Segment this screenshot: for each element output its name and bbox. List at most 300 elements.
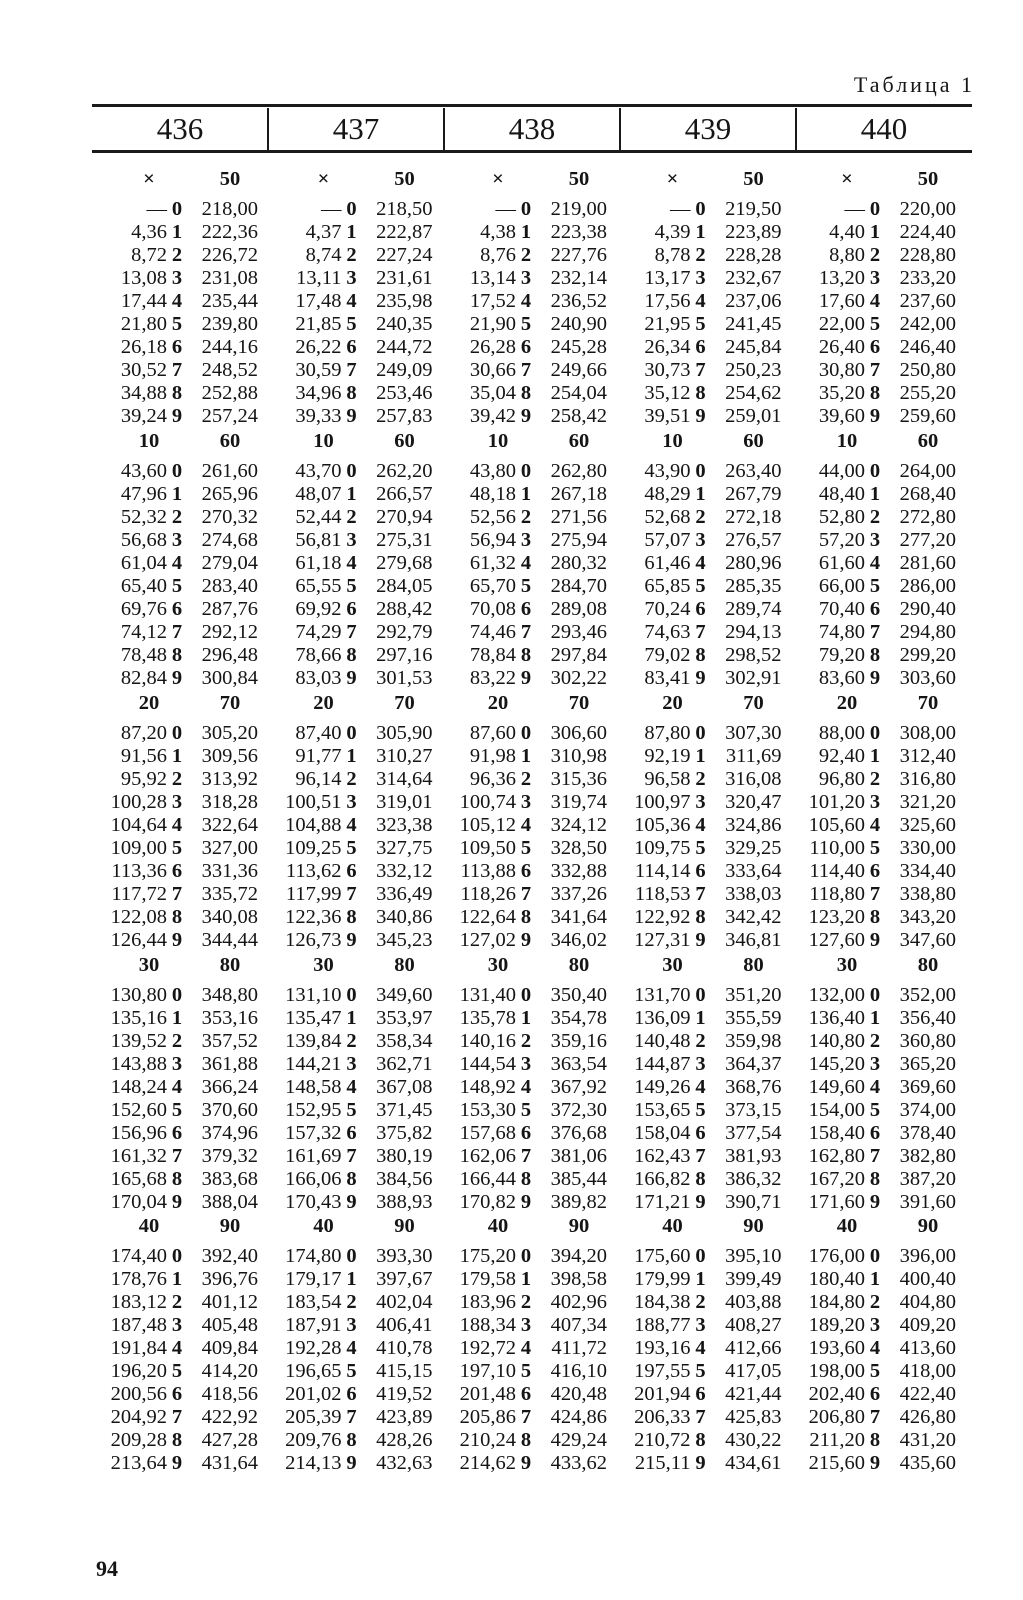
multiple-value: 179,99 xyxy=(634,1268,691,1291)
multiple-value: 145,20 xyxy=(808,1053,865,1076)
multiple-value: 202,40 xyxy=(808,1383,865,1406)
product-value: 284,70 xyxy=(550,575,607,598)
digit: 9 xyxy=(869,1191,881,1214)
digit: 1 xyxy=(171,745,183,768)
digit: 5 xyxy=(695,1360,706,1383)
product-value: 332,88 xyxy=(550,860,607,883)
multiple-value: 109,00 xyxy=(110,837,167,860)
multiple-value: 153,30 xyxy=(459,1099,516,1122)
multiple-value: — xyxy=(844,198,865,220)
digit: 6 xyxy=(171,1122,183,1145)
multiple-value: 201,48 xyxy=(459,1383,516,1406)
product-value: 284,05 xyxy=(376,575,433,598)
multiple-value: 188,34 xyxy=(459,1314,516,1337)
digit: 2 xyxy=(869,768,881,791)
multiple-value: 154,00 xyxy=(808,1099,865,1122)
product-value: 267,18 xyxy=(550,483,607,506)
multiple-value: 114,40 xyxy=(809,860,865,883)
multiple-value: 149,60 xyxy=(808,1076,865,1099)
product-value: 346,02 xyxy=(550,929,607,952)
product-value: 298,52 xyxy=(725,644,782,667)
multiple-value: 91,98 xyxy=(469,745,516,768)
digit: 6 xyxy=(346,1383,357,1406)
digit: 5 xyxy=(346,313,357,336)
digit: 5 xyxy=(520,1099,532,1122)
multiple-value: 34,96 xyxy=(295,382,342,405)
product-value: 359,98 xyxy=(725,1030,782,1053)
digit: 6 xyxy=(171,598,183,621)
digit: 1 xyxy=(520,745,532,768)
multiple-value: 171,21 xyxy=(634,1191,691,1214)
multiple-value: 34,88 xyxy=(120,382,167,405)
product-value: 364,37 xyxy=(725,1053,782,1076)
digit: 1 xyxy=(171,483,183,506)
page-number: 94 xyxy=(96,1556,118,1581)
multiple-value: 79,20 xyxy=(818,644,865,667)
product-value: 354,78 xyxy=(550,1007,607,1030)
digit: 7 xyxy=(346,359,357,382)
multiple-value: 8,78 xyxy=(654,244,691,267)
digit: 9 xyxy=(520,1452,532,1475)
digit: 3 xyxy=(695,1314,706,1337)
multiplier-header: × xyxy=(666,168,679,190)
product-value: 402,04 xyxy=(376,1291,433,1314)
digit: 8 xyxy=(171,1168,183,1191)
product-value: 255,20 xyxy=(899,382,956,405)
product-value: 431,20 xyxy=(899,1429,956,1452)
product-value: 249,09 xyxy=(376,359,433,382)
product-value: 327,75 xyxy=(376,837,433,860)
product-header: 50 xyxy=(394,168,415,190)
digit: 4 xyxy=(520,814,532,837)
digit: 2 xyxy=(869,1030,881,1053)
digit: 2 xyxy=(695,506,706,529)
product-value: 362,71 xyxy=(376,1053,433,1076)
product-value: 353,16 xyxy=(201,1007,258,1030)
product-value: 430,22 xyxy=(725,1429,782,1452)
multiple-value: 170,43 xyxy=(285,1191,342,1214)
digit: 7 xyxy=(695,359,706,382)
multiple-value: 83,22 xyxy=(469,667,516,690)
product-value: 300,84 xyxy=(201,667,258,690)
product-value: 232,67 xyxy=(725,267,782,290)
multiplier-header: 40 xyxy=(487,1215,509,1237)
product-value: 426,80 xyxy=(899,1406,956,1429)
multiple-value: 122,64 xyxy=(459,906,516,929)
digit: 1 xyxy=(869,1007,881,1030)
multiple-value: 4,39 xyxy=(654,221,691,244)
multiple-value: 74,12 xyxy=(120,621,167,644)
product-value: 319,74 xyxy=(550,791,607,814)
digit: 0 xyxy=(171,984,183,1006)
multiple-value: 52,32 xyxy=(120,506,167,529)
digit: 1 xyxy=(520,1268,532,1291)
digit: 5 xyxy=(346,1099,357,1122)
digit: 6 xyxy=(869,598,881,621)
multiple-value: 198,00 xyxy=(808,1360,865,1383)
product-header: 70 xyxy=(219,692,241,714)
multiple-value: 114,14 xyxy=(634,860,691,883)
multiple-value: 35,12 xyxy=(644,382,691,405)
multiple-value: 166,44 xyxy=(459,1168,516,1191)
multiple-value: 206,33 xyxy=(634,1406,691,1429)
product-value: 329,25 xyxy=(725,837,782,860)
digit: 5 xyxy=(171,837,183,860)
multiple-value: 83,03 xyxy=(295,667,342,690)
multiple-value: 171,60 xyxy=(808,1191,865,1214)
multiple-value: 83,41 xyxy=(644,667,691,690)
product-header: 60 xyxy=(917,430,939,452)
digit: 6 xyxy=(171,860,183,883)
product-value: 332,12 xyxy=(376,860,433,883)
product-header: 60 xyxy=(743,430,764,452)
product-value: 248,52 xyxy=(201,359,258,382)
multiple-value: 26,18 xyxy=(120,336,167,359)
digit: 9 xyxy=(869,1452,881,1475)
digit: 6 xyxy=(520,1122,532,1145)
product-value: 319,01 xyxy=(376,791,433,814)
digit: 9 xyxy=(520,667,532,690)
product-value: 253,46 xyxy=(376,382,433,405)
multiple-value: 95,92 xyxy=(120,768,167,791)
multiple-value: 82,84 xyxy=(120,667,167,690)
product-value: 245,84 xyxy=(725,336,782,359)
digit: 5 xyxy=(346,837,357,860)
multiple-value: 174,40 xyxy=(110,1245,167,1267)
product-value: 219,50 xyxy=(725,198,782,220)
digit: 8 xyxy=(346,906,357,929)
digit: 1 xyxy=(520,1007,532,1030)
product-header: 70 xyxy=(568,692,590,714)
multiple-value: 48,29 xyxy=(644,483,691,506)
product-value: 365,20 xyxy=(899,1053,956,1076)
column-separator xyxy=(619,108,621,150)
digit: 6 xyxy=(520,1383,532,1406)
multiple-value: 52,44 xyxy=(295,506,342,529)
multiple-value: 162,43 xyxy=(634,1145,691,1168)
product-value: 363,54 xyxy=(550,1053,607,1076)
digit: 0 xyxy=(869,198,881,220)
multiple-value: 192,72 xyxy=(459,1337,516,1360)
digit: 3 xyxy=(346,1314,357,1337)
multiple-value: 26,40 xyxy=(818,336,865,359)
product-value: 396,00 xyxy=(899,1245,956,1267)
digit: 5 xyxy=(869,575,881,598)
product-value: 412,66 xyxy=(725,1337,782,1360)
product-header: 90 xyxy=(219,1215,241,1237)
multiple-value: — xyxy=(321,198,342,220)
multiple-value: 136,40 xyxy=(808,1007,865,1030)
digit: 7 xyxy=(520,621,532,644)
multiple-value: 26,34 xyxy=(644,336,691,359)
multiple-value: 87,80 xyxy=(644,722,691,744)
multiple-value: 148,24 xyxy=(110,1076,167,1099)
product-value: 388,04 xyxy=(201,1191,258,1214)
multiple-value: 4,38 xyxy=(480,221,516,244)
product-value: 399,49 xyxy=(725,1268,782,1291)
multiple-value: 193,16 xyxy=(634,1337,691,1360)
digit: 4 xyxy=(869,1076,881,1099)
multiplier-header: × xyxy=(492,168,504,190)
multiple-value: 30,59 xyxy=(295,359,342,382)
product-value: 261,60 xyxy=(201,460,258,482)
digit: 2 xyxy=(520,768,532,791)
multiplier-header: 30 xyxy=(836,954,858,976)
product-value: 259,01 xyxy=(725,405,782,428)
multiple-value: 66,00 xyxy=(818,575,865,598)
product-value: 252,88 xyxy=(201,382,258,405)
multiple-value: 122,36 xyxy=(285,906,342,929)
digit: 5 xyxy=(869,837,881,860)
digit: 3 xyxy=(869,791,881,814)
digit: 4 xyxy=(520,552,532,575)
digit: 4 xyxy=(171,290,183,313)
digit: 3 xyxy=(869,1314,881,1337)
digit: 5 xyxy=(869,1360,881,1383)
multiple-value: 161,69 xyxy=(285,1145,342,1168)
digit: 0 xyxy=(171,1245,183,1267)
multiple-value: 144,21 xyxy=(285,1053,342,1076)
multiple-value: 183,96 xyxy=(459,1291,516,1314)
product-value: 233,20 xyxy=(899,267,956,290)
digit: 4 xyxy=(520,290,532,313)
multiple-value: 47,96 xyxy=(120,483,167,506)
multiple-value: 143,88 xyxy=(110,1053,167,1076)
product-value: 263,40 xyxy=(725,460,782,482)
product-header: 80 xyxy=(917,954,939,976)
digit: 8 xyxy=(171,644,183,667)
column-header-438: 438 xyxy=(508,111,556,146)
digit: 1 xyxy=(695,1007,706,1030)
product-value: 357,52 xyxy=(201,1030,258,1053)
multiple-value: 201,94 xyxy=(634,1383,691,1406)
product-value: 246,40 xyxy=(899,336,956,359)
digit: 8 xyxy=(520,1429,532,1452)
digit: 9 xyxy=(346,667,357,690)
product-value: 306,60 xyxy=(550,722,607,744)
column-header-440: 440 xyxy=(860,111,908,146)
digit: 6 xyxy=(869,1122,881,1145)
multiple-value: 17,60 xyxy=(818,290,865,313)
digit: 8 xyxy=(346,1168,357,1191)
product-value: 388,93 xyxy=(376,1191,433,1214)
digit: 7 xyxy=(695,883,706,906)
digit: 0 xyxy=(695,460,706,482)
digit: 2 xyxy=(695,1291,706,1314)
digit: 7 xyxy=(520,883,532,906)
product-value: 356,40 xyxy=(899,1007,956,1030)
digit: 8 xyxy=(346,644,357,667)
digit: 8 xyxy=(869,644,881,667)
digit: 9 xyxy=(695,1191,706,1214)
digit: 0 xyxy=(520,722,532,744)
multiple-value: 92,19 xyxy=(644,745,691,768)
multiple-value: 79,02 xyxy=(644,644,691,667)
product-header: 90 xyxy=(917,1215,939,1237)
multiple-value: 43,80 xyxy=(469,460,516,482)
multiple-value: 197,55 xyxy=(634,1360,691,1383)
product-header: 90 xyxy=(743,1215,764,1237)
digit: 4 xyxy=(346,814,357,837)
product-value: 361,88 xyxy=(201,1053,258,1076)
multiple-value: 196,65 xyxy=(285,1360,342,1383)
digit: 0 xyxy=(346,198,357,220)
multiple-value: 56,94 xyxy=(469,529,516,552)
digit: 0 xyxy=(695,1245,706,1267)
digit: 1 xyxy=(171,221,183,244)
multiple-value: 65,40 xyxy=(120,575,167,598)
product-value: 415,15 xyxy=(376,1360,433,1383)
multiple-value: 140,48 xyxy=(634,1030,691,1053)
product-value: 334,40 xyxy=(899,860,956,883)
digit: 3 xyxy=(520,1053,532,1076)
product-value: 381,93 xyxy=(725,1145,782,1168)
multiple-value: 170,82 xyxy=(459,1191,516,1214)
digit: 3 xyxy=(869,1053,881,1076)
multiplier-header: 40 xyxy=(836,1215,858,1237)
digit: 7 xyxy=(171,1406,183,1429)
product-value: 422,40 xyxy=(899,1383,956,1406)
digit: 7 xyxy=(695,1406,706,1429)
digit: 0 xyxy=(520,984,532,1006)
digit: 5 xyxy=(695,837,706,860)
digit: 2 xyxy=(346,244,357,267)
multiple-value: 30,73 xyxy=(644,359,691,382)
multiple-value: 78,48 xyxy=(120,644,167,667)
multiplier-header: 10 xyxy=(662,430,683,452)
product-value: 382,80 xyxy=(899,1145,956,1168)
digit: 5 xyxy=(520,1360,532,1383)
digit: 3 xyxy=(695,529,706,552)
product-value: 288,42 xyxy=(376,598,433,621)
multiple-value: 21,90 xyxy=(469,313,516,336)
digit: 1 xyxy=(695,1268,706,1291)
product-value: 237,60 xyxy=(899,290,956,313)
product-value: 340,86 xyxy=(376,906,433,929)
digit: 5 xyxy=(520,313,532,336)
product-value: 244,16 xyxy=(201,336,258,359)
digit: 3 xyxy=(171,267,183,290)
digit: 0 xyxy=(869,1245,881,1267)
multiple-value: 69,76 xyxy=(120,598,167,621)
digit: 9 xyxy=(171,405,183,428)
multiple-value: 8,72 xyxy=(131,244,167,267)
product-value: 350,40 xyxy=(550,984,607,1006)
digit: 2 xyxy=(171,244,183,267)
digit: 0 xyxy=(695,984,706,1006)
product-value: 343,20 xyxy=(899,906,956,929)
multiple-value: 158,04 xyxy=(634,1122,691,1145)
product-value: 308,00 xyxy=(899,722,956,744)
multiple-value: 104,88 xyxy=(285,814,342,837)
product-value: 267,79 xyxy=(725,483,782,506)
digit: 0 xyxy=(869,460,881,482)
product-value: 407,34 xyxy=(550,1314,607,1337)
digit: 5 xyxy=(695,313,706,336)
product-value: 386,32 xyxy=(725,1168,782,1191)
product-value: 310,27 xyxy=(376,745,433,768)
product-value: 392,40 xyxy=(201,1245,258,1267)
multiple-value: 104,64 xyxy=(110,814,167,837)
product-value: 222,87 xyxy=(376,221,433,244)
digit: 6 xyxy=(695,860,706,883)
multiple-value: 183,54 xyxy=(285,1291,342,1314)
digit: 7 xyxy=(171,359,183,382)
product-value: 336,49 xyxy=(376,883,433,906)
digit: 3 xyxy=(869,529,881,552)
product-value: 302,91 xyxy=(725,667,782,690)
product-value: 303,60 xyxy=(899,667,956,690)
digit: 6 xyxy=(346,1122,357,1145)
product-value: 324,12 xyxy=(550,814,607,837)
digit: 9 xyxy=(171,1452,183,1475)
product-value: 383,68 xyxy=(201,1168,258,1191)
digit: 5 xyxy=(869,313,881,336)
product-value: 370,60 xyxy=(201,1099,258,1122)
digit: 3 xyxy=(171,1314,183,1337)
digit: 2 xyxy=(171,768,183,791)
digit: 4 xyxy=(171,1337,183,1360)
digit: 4 xyxy=(869,290,881,313)
product-value: 421,44 xyxy=(725,1383,782,1406)
digit: 1 xyxy=(346,1007,357,1030)
product-value: 340,08 xyxy=(201,906,258,929)
product-value: 223,89 xyxy=(725,221,782,244)
digit: 0 xyxy=(346,460,357,482)
product-value: 423,89 xyxy=(376,1406,433,1429)
product-value: 431,64 xyxy=(201,1452,258,1475)
digit: 6 xyxy=(695,598,706,621)
product-value: 418,56 xyxy=(201,1383,258,1406)
digit: 7 xyxy=(520,1145,532,1168)
digit: 0 xyxy=(520,198,532,220)
product-value: 224,40 xyxy=(899,221,956,244)
digit: 8 xyxy=(869,382,881,405)
digit: 9 xyxy=(695,929,706,952)
product-value: 369,60 xyxy=(899,1076,956,1099)
multiple-value: 65,55 xyxy=(295,575,342,598)
multiple-value: 117,99 xyxy=(285,883,342,906)
digit: 7 xyxy=(346,621,357,644)
product-value: 413,60 xyxy=(899,1337,956,1360)
digit: 3 xyxy=(171,1053,183,1076)
digit: 2 xyxy=(695,768,706,791)
product-value: 301,53 xyxy=(376,667,433,690)
product-header: 90 xyxy=(568,1215,590,1237)
digit: 0 xyxy=(520,1245,532,1267)
product-value: 381,06 xyxy=(550,1145,607,1168)
multiple-value: 175,20 xyxy=(459,1245,516,1267)
product-value: 355,59 xyxy=(725,1007,782,1030)
digit: 1 xyxy=(171,1007,183,1030)
multiple-value: 52,68 xyxy=(644,506,691,529)
product-value: 359,16 xyxy=(550,1030,607,1053)
multiple-value: 100,74 xyxy=(459,791,516,814)
digit: 5 xyxy=(346,1360,357,1383)
product-value: 376,68 xyxy=(550,1122,607,1145)
digit: 8 xyxy=(171,382,183,405)
multiple-value: 117,72 xyxy=(111,883,167,906)
multiple-value: 92,40 xyxy=(818,745,865,768)
product-value: 245,28 xyxy=(550,336,607,359)
multiple-value: 91,77 xyxy=(295,745,342,768)
multiplier-header: 10 xyxy=(313,430,334,452)
multiple-value: 118,53 xyxy=(634,883,691,906)
product-value: 280,32 xyxy=(550,552,607,575)
digit: 5 xyxy=(171,575,183,598)
multiple-value: 158,40 xyxy=(808,1122,865,1145)
multiple-value: 131,10 xyxy=(285,984,342,1006)
